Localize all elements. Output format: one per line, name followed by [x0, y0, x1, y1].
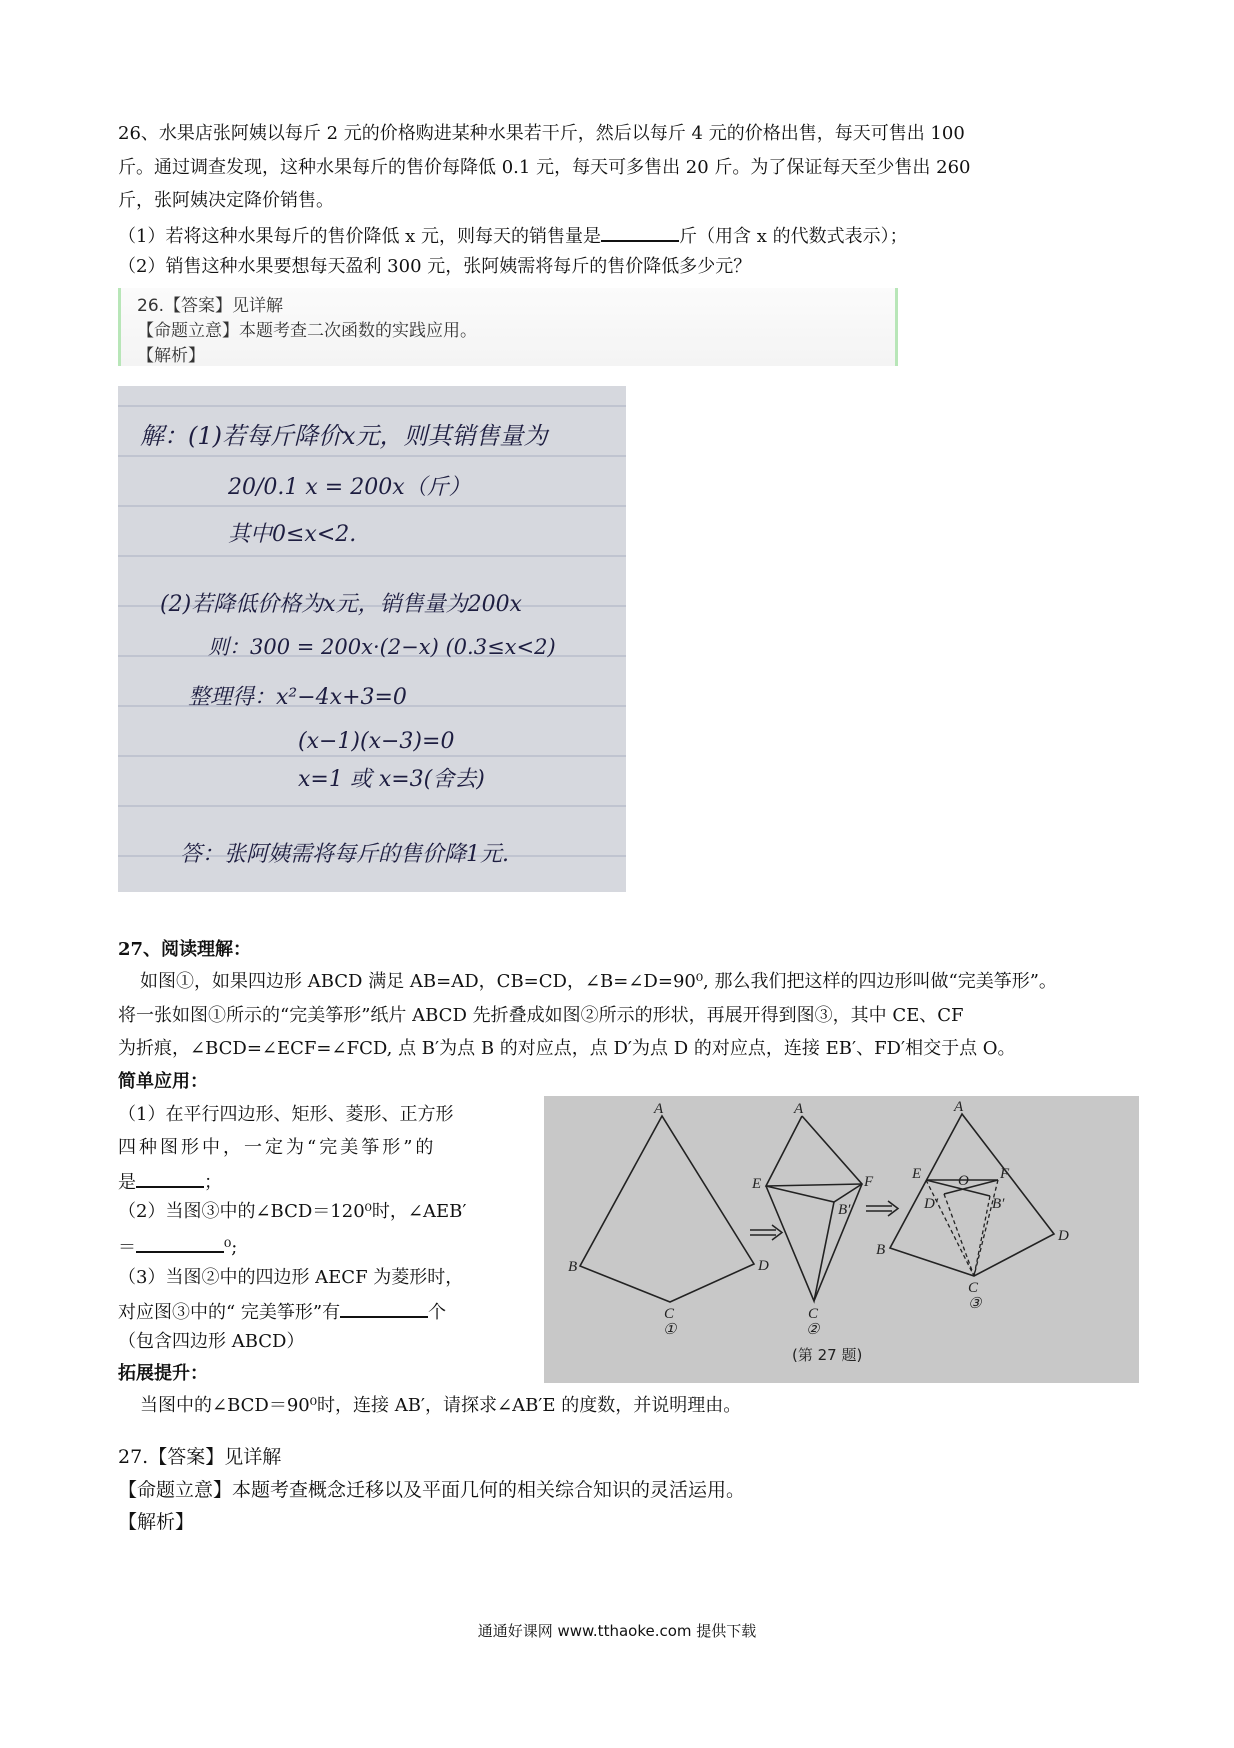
label-Bp2: B′	[838, 1202, 851, 1218]
hand-line-6: 整理得：x²−4x+3=0	[188, 685, 407, 710]
label-D1: D	[758, 1258, 769, 1274]
label-B3: B	[876, 1242, 886, 1258]
label-figure-3-number: ③	[968, 1296, 982, 1312]
q27-sub-1c-text: 是	[118, 1172, 136, 1193]
q26-part-1-suffix: 斤（用含 x 的代数式表示）；	[679, 226, 908, 247]
q27-sub-3d: （包含四边形 ABCD）	[118, 1331, 305, 1352]
hand-line-3: 其中0≤x<2.	[228, 522, 357, 547]
label-O3: O	[958, 1173, 969, 1189]
q27-extension-text: 当图中的∠BCD＝90⁰时，连接 AB′，请探求∠AB′E 的度数，并说明理由。	[140, 1395, 742, 1416]
label-E3: E	[912, 1166, 922, 1182]
q27-sub-3b	[118, 1298, 446, 1325]
label-C3: C	[968, 1280, 979, 1296]
label-F2: F	[864, 1174, 874, 1190]
answer-blank	[601, 222, 679, 242]
hand-line-8: x=1 或 x=3(舍去)	[298, 767, 485, 792]
answer-blank	[136, 1168, 204, 1188]
q26-part-2: （2）销售这种水果要想每天盈利 300 元，张阿姨需将每斤的售价降低多少元？	[118, 256, 752, 277]
hand-line-9: 答：张阿姨需将每斤的售价降1元.	[180, 842, 509, 867]
hand-line-4: (2)若降低价格为x元，销售量为200x	[160, 592, 522, 617]
label-F3: F	[1000, 1166, 1010, 1182]
q27-sub-2b-text: ＝	[118, 1237, 136, 1258]
q26-line-3: 斤，张阿姨决定降价销售。	[118, 190, 334, 211]
q27-title: 27、阅读理解：	[118, 939, 252, 960]
label-A3: A	[954, 1099, 964, 1115]
answer-27-label: 27.【答案】见详解	[118, 1446, 282, 1468]
q27-para-1: 如图①，如果四边形 ABCD 满足 AB=AD，CB=CD，∠B=∠D=90⁰, 那么我们把这样的四边形叫做“完美筝形”。	[140, 971, 1057, 992]
q27-sub-2b	[118, 1233, 237, 1260]
figure-caption: (第 27 题)	[792, 1346, 863, 1364]
label-D3: D	[1058, 1228, 1069, 1244]
answer-blank	[136, 1233, 224, 1253]
q26-part-1	[118, 222, 908, 249]
q26-part-1-text: （1）若将这种水果每斤的售价降低 x 元，则每天的销售量是	[118, 226, 602, 247]
label-Dp3: D′	[924, 1196, 939, 1212]
handwritten-solution-photo	[118, 386, 626, 892]
notebook-paper	[118, 386, 626, 892]
answer-26-box	[118, 288, 898, 366]
answer-27-analysis: 【解析】	[118, 1511, 195, 1533]
q27-sub-1c	[118, 1168, 222, 1195]
answer-26-label: 26.【答案】见详解	[137, 296, 284, 316]
q27-sub-1a: （1）在平行四边形、矩形、菱形、正方形	[118, 1104, 454, 1125]
q27-para-2: 将一张如图①所示的“完美筝形”纸片 ABCD 先折叠成如图②所示的形状，再展开得到图③，其中 CE、CF	[118, 1005, 964, 1026]
kite-diagrams	[544, 1096, 1139, 1383]
q27-sub-3b-text: 对应图③中的“ 完美筝形”有	[118, 1302, 341, 1323]
q27-sub-2b-end: ⁰;	[224, 1237, 238, 1258]
extension-heading: 拓展提升：	[118, 1363, 208, 1384]
q27-para-3: 为折痕，∠BCD=∠ECF=∠FCD, 点 B′为点 B 的对应点，点 D′为点 D 的对应点，连接 EB′、FD′相交于点 O。	[118, 1038, 1016, 1059]
hand-line-7: (x−1)(x−3)=0	[298, 729, 455, 754]
label-Bp3: B′	[992, 1196, 1005, 1212]
answer-27-intent: 【命题立意】本题考查概念迁移以及平面几何的相关综合知识的灵活运用。	[118, 1479, 746, 1501]
q27-sub-3b-end: 个	[428, 1302, 447, 1323]
hand-line-5: 则：300 = 200x·(2−x) (0.3≤x<2)	[208, 635, 556, 659]
hand-line-2: 20/0.1 x = 200x（斤）	[228, 475, 471, 500]
label-B1: B	[568, 1259, 578, 1275]
label-figure-1-number: ①	[663, 1322, 677, 1338]
answer-blank	[340, 1298, 428, 1318]
label-C1: C	[664, 1306, 675, 1322]
figure-27	[544, 1096, 1139, 1383]
page-footer: 通通好课网 www.tthaoke.com 提供下载	[477, 1622, 757, 1640]
label-C2: C	[808, 1306, 819, 1322]
hand-line-1: 解：(1)若每斤降价x元，则其销售量为	[140, 422, 548, 450]
label-A1: A	[654, 1101, 664, 1117]
label-A2: A	[794, 1101, 804, 1117]
label-figure-2-number: ②	[806, 1322, 820, 1338]
q26-line-1: 26、水果店张阿姨以每斤 2 元的价格购进某种水果若干斤，然后以每斤 4 元的价格出售，每天可售出 100	[118, 123, 965, 144]
simple-application-heading: 简单应用：	[118, 1071, 208, 1092]
answer-26-analysis: 【解析】	[137, 346, 205, 366]
answer-26-intent: 【命题立意】本题考查二次函数的实践应用。	[137, 321, 477, 341]
q27-sub-1b: 四种图形中，一定为“完美筝形”的	[118, 1137, 437, 1158]
q26-line-2: 斤。通过调查发现，这种水果每斤的售价每降低 0.1 元，每天可多售出 20 斤。为了保证每天至少售出 260	[118, 157, 971, 178]
label-E2: E	[752, 1176, 762, 1192]
q27-sub-1c-end: ；	[204, 1172, 222, 1193]
q27-sub-3a: （3）当图②中的四边形 AECF 为菱形时，	[118, 1267, 464, 1288]
q27-sub-2a: （2）当图③中的∠BCD＝120⁰时，∠AEB′	[118, 1201, 467, 1222]
